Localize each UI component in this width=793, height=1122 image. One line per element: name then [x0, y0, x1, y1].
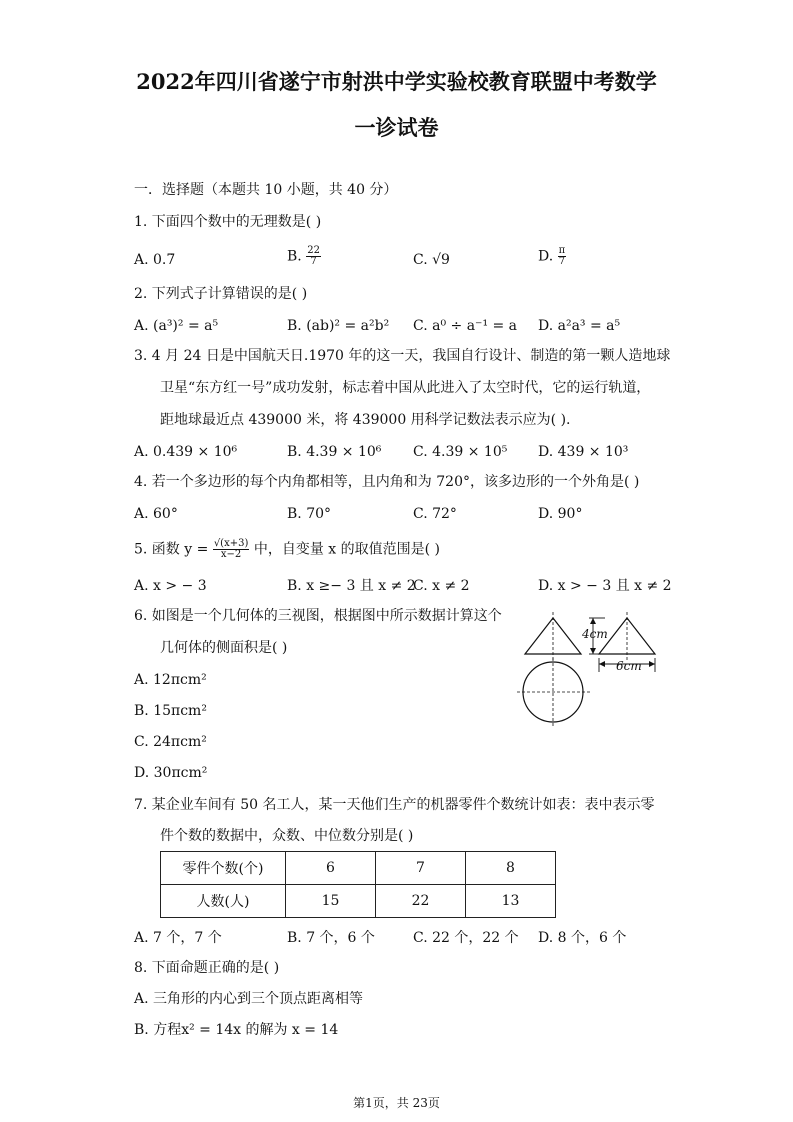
q1-option-b-denominator: 7: [310, 256, 317, 267]
paper-title-line2: 一诊试卷: [354, 115, 439, 140]
q3-option-d: D. 439 × 10³: [538, 444, 629, 460]
q5-option-d: D. x > − 3 且 x ≠ 2: [538, 578, 672, 594]
q5-option-c: C. x ≠ 2: [413, 578, 470, 594]
q3-line3: 距地球最近点 439000 米，将 439000 用科学记数法表示应为( ).: [160, 412, 571, 428]
q7-option-d: D. 8 个，6 个: [538, 930, 627, 946]
table-row: [161, 885, 556, 918]
q4-option-d: D. 90°: [538, 506, 583, 522]
q6-line2: 几何体的侧面积是( ): [160, 640, 288, 656]
q1-option-d: [538, 246, 566, 267]
paper-title-line1: 2022年四川省遂宁市射洪中学实验校教育联盟中考数学: [136, 69, 657, 94]
q6-option-c: C. 24πcm²: [134, 734, 207, 750]
q7-line1: 7. 某企业车间有 50 名工人，某一天他们生产的机器零件个数统计如表：表中表示零: [134, 797, 655, 813]
q1-option-b-prefix: B.: [287, 248, 307, 265]
figure-height-label: 4cm: [582, 627, 608, 641]
q1-option-d-numerator: π: [558, 245, 566, 256]
table-cell: 人数(人): [161, 885, 286, 918]
table-row: [161, 852, 556, 885]
q6-option-a: A. 12πcm²: [134, 672, 207, 688]
q1-option-d-prefix: D.: [538, 248, 558, 265]
page-footer: 第1页，共 23页: [353, 1096, 440, 1110]
q4-option-c: C. 72°: [413, 506, 457, 522]
q5-stem-prefix: 5. 函数 y =: [134, 541, 209, 558]
q6-option-d: D. 30πcm²: [134, 765, 208, 781]
q1-option-b-fraction: [306, 246, 321, 267]
q5-denominator: x−2: [220, 549, 242, 560]
q2-stem: 2. 下列式子计算错误的是( ): [134, 286, 308, 302]
q5-stem: [134, 539, 440, 560]
q3-line2: 卫星“东方红一号”成功发射，标志着中国从此进入了太空时代，它的运行轨道，: [160, 380, 651, 396]
q1-option-d-fraction: [558, 246, 567, 267]
q5-option-b: B. x ≥− 3 且 x ≠ 2: [287, 578, 416, 594]
q5-function-fraction: [213, 539, 250, 560]
table-cell: 零件个数(个): [161, 852, 286, 885]
q1-option-b-numerator: 22: [307, 245, 320, 256]
q3-option-b: B. 4.39 × 10⁶: [287, 444, 382, 460]
q2-option-c: C. a⁰ ÷ a⁻¹ = a: [413, 318, 518, 334]
q8-stem: 8. 下面命题正确的是( ): [134, 960, 280, 976]
q1-option-d-denominator: 7: [558, 256, 566, 267]
q8-option-a: A. 三角形的内心到三个顶点距离相等: [134, 991, 364, 1007]
q7-option-c: C. 22 个，22 个: [413, 930, 519, 946]
q3-option-c: C. 4.39 × 10⁵: [413, 444, 508, 460]
table-cell: 22: [376, 885, 466, 918]
q5-stem-suffix: 中，自变量 x 的取值范围是( ): [253, 541, 440, 558]
q4-stem: 4. 若一个多边形的每个内角都相等，且内角和为 720°，该多边形的一个外角是( ): [134, 474, 640, 490]
table-cell: 6: [286, 852, 376, 885]
q5-numerator: √(x+3): [213, 538, 249, 549]
q2-option-d: D. a²a³ = a⁵: [538, 318, 621, 334]
q8-option-b: B. 方程x² = 14x 的解为 x = 14: [134, 1022, 339, 1038]
q4-option-a: A. 60°: [134, 506, 178, 522]
frequency-table: [160, 851, 556, 918]
q7-option-b: B. 7 个，6 个: [287, 930, 375, 946]
q1-option-a: A. 0.7̇: [134, 252, 176, 268]
q4-option-b: B. 70°: [287, 506, 332, 522]
q5-option-a: A. x > − 3: [134, 578, 207, 594]
q1-option-c: C. √9: [413, 252, 450, 268]
q7-line2: 件个数的数据中，众数、中位数分别是( ): [160, 828, 414, 844]
q2-option-b: B. (ab)² = a²b²: [287, 318, 390, 334]
table-cell: 8: [466, 852, 556, 885]
q6-option-b: B. 15πcm²: [134, 703, 207, 719]
q1-stem: 1. 下面四个数中的无理数是( ): [134, 214, 322, 230]
table-cell: 15: [286, 885, 376, 918]
q6-line1: 6. 如图是一个几何体的三视图，根据图中所示数据计算这个: [134, 608, 502, 624]
q3-option-a: A. 0.439 × 10⁶: [134, 444, 238, 460]
q3-line1: 3. 4 月 24 日是中国航天日.1970 年的这一天，我国自行设计、制造的第一颗人造地球: [134, 348, 671, 364]
table-cell: 7: [376, 852, 466, 885]
section-heading: 一．选择题（本题共 10 小题，共 40 分）: [134, 182, 398, 198]
q1-option-b: [287, 246, 321, 267]
table-cell: 13: [466, 885, 556, 918]
figure-width-label: 6cm: [616, 659, 642, 673]
q7-option-a: A. 7 个，7 个: [134, 930, 222, 946]
q2-option-a: A. (a³)² = a⁵: [134, 318, 219, 334]
